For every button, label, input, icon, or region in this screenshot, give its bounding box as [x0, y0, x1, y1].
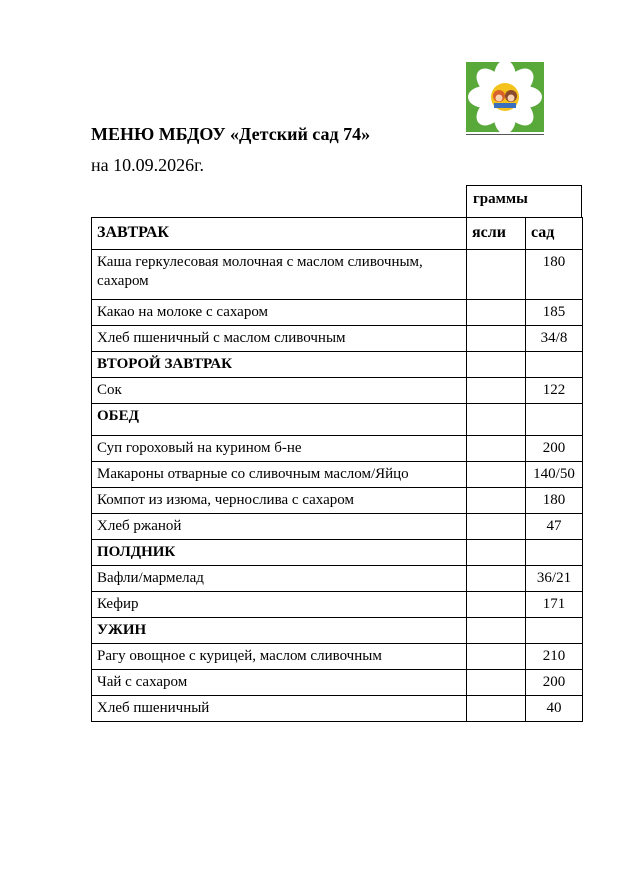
section-name: ОБЕД [92, 404, 467, 436]
nursery-grams [467, 378, 526, 404]
section-row-second-breakfast [92, 352, 583, 378]
section-name: ПОЛДНИК [92, 540, 467, 566]
garden-grams: 200 [526, 670, 583, 696]
nursery-grams [467, 436, 526, 462]
garden-grams: 47 [526, 514, 583, 540]
table-row [92, 670, 583, 696]
grams-header-cell [466, 185, 582, 217]
table-row [92, 696, 583, 722]
table-row [92, 488, 583, 514]
dish-name: Компот из изюма, чернослива с сахаром [92, 488, 467, 514]
nursery-grams [467, 326, 526, 352]
dish-name: Хлеб пшеничный с маслом сливочным [92, 326, 467, 352]
logo-underline [466, 134, 544, 135]
dish-name: Хлеб ржаной [92, 514, 467, 540]
table-row [92, 250, 583, 300]
nursery-grams [467, 300, 526, 326]
grams-label: граммы [473, 191, 528, 207]
garden-grams: 171 [526, 592, 583, 618]
nursery-grams [467, 644, 526, 670]
table-row [92, 300, 583, 326]
dish-name: Рагу овощное с курицей, маслом сливочным [92, 644, 467, 670]
garden-grams: 40 [526, 696, 583, 722]
garden-grams: 34/8 [526, 326, 583, 352]
garden-grams: 210 [526, 644, 583, 670]
section-name: ЗАВТРАК [92, 218, 467, 250]
flower-logo-icon [466, 62, 544, 132]
section-row-afternoon-snack [92, 540, 583, 566]
garden-grams: 36/21 [526, 566, 583, 592]
dish-name: Чай с сахаром [92, 670, 467, 696]
section-row-breakfast [92, 218, 583, 250]
menu-table [91, 217, 583, 722]
section-row-lunch [92, 404, 583, 436]
nursery-grams [467, 250, 526, 300]
menu-date: на 10.09.2026г. [91, 155, 204, 175]
dish-name: Вафли/мармелад [92, 566, 467, 592]
nursery-grams [467, 696, 526, 722]
column-header-garden: сад [526, 218, 583, 250]
table-row [92, 566, 583, 592]
dish-name: Кефир [92, 592, 467, 618]
table-row [92, 326, 583, 352]
garden-grams: 180 [526, 250, 583, 300]
nursery-grams [467, 462, 526, 488]
nursery-grams [467, 514, 526, 540]
dish-name: Суп гороховый на курином б-не [92, 436, 467, 462]
garden-grams: 140/50 [526, 462, 583, 488]
garden-grams: 180 [526, 488, 583, 514]
nursery-grams [467, 488, 526, 514]
page-title: МЕНЮ МБДОУ «Детский сад 74» [91, 124, 371, 144]
dish-name: Каша геркулесовая молочная с маслом сливочным, сахаром [92, 250, 467, 300]
nursery-grams [467, 566, 526, 592]
section-name: УЖИН [92, 618, 467, 644]
column-header-nursery: ясли [467, 218, 526, 250]
section-row-dinner [92, 618, 583, 644]
table-row [92, 378, 583, 404]
garden-grams: 185 [526, 300, 583, 326]
dish-name: Макароны отварные со сливочным маслом/Яйцо [92, 462, 467, 488]
dish-name: Хлеб пшеничный [92, 696, 467, 722]
table-row [92, 514, 583, 540]
dish-name: Какао на молоке с сахаром [92, 300, 467, 326]
nursery-grams [467, 592, 526, 618]
table-row [92, 592, 583, 618]
garden-grams: 122 [526, 378, 583, 404]
nursery-grams [467, 670, 526, 696]
table-row [92, 436, 583, 462]
table-row [92, 462, 583, 488]
garden-grams: 200 [526, 436, 583, 462]
table-row [92, 644, 583, 670]
dish-name: Сок [92, 378, 467, 404]
section-name: ВТОРОЙ ЗАВТРАК [92, 352, 467, 378]
